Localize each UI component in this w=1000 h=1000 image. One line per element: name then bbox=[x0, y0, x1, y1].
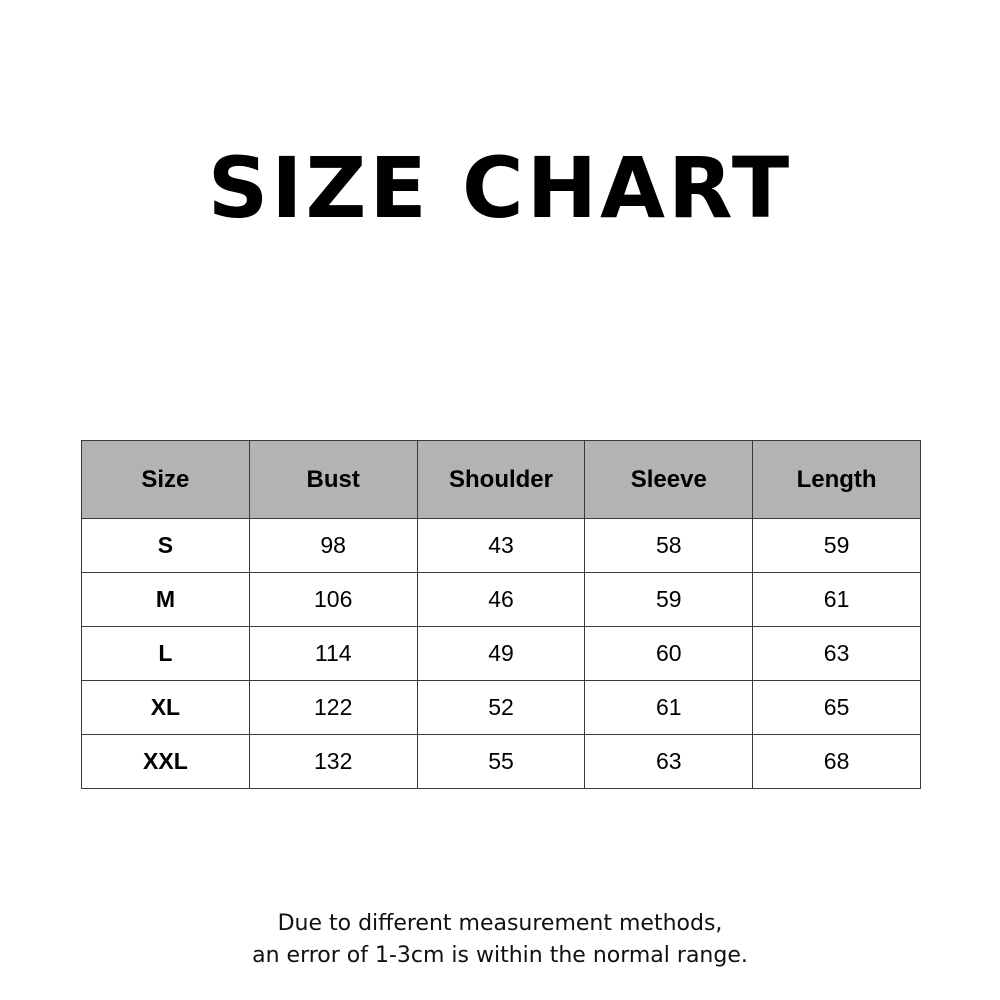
bust-cell: 114 bbox=[249, 627, 417, 681]
length-cell: 59 bbox=[753, 519, 921, 573]
bust-cell: 106 bbox=[249, 573, 417, 627]
sleeve-cell: 60 bbox=[585, 627, 753, 681]
column-header-size: Size bbox=[82, 441, 250, 519]
table-header-row bbox=[82, 441, 921, 519]
table-row bbox=[82, 519, 921, 573]
size-cell: XL bbox=[82, 681, 250, 735]
page-title: SIZE CHART bbox=[207, 139, 793, 237]
shoulder-cell: 52 bbox=[417, 681, 585, 735]
table-row bbox=[82, 681, 921, 735]
table-row bbox=[82, 735, 921, 789]
table-row bbox=[82, 627, 921, 681]
bust-cell: 122 bbox=[249, 681, 417, 735]
shoulder-cell: 55 bbox=[417, 735, 585, 789]
column-header-sleeve: Sleeve bbox=[585, 441, 753, 519]
note-line-1: Due to different measurement methods, bbox=[277, 911, 723, 936]
column-header-shoulder: Shoulder bbox=[417, 441, 585, 519]
size-cell: XXL bbox=[82, 735, 250, 789]
note-line-2: an error of 1-3cm is within the normal range. bbox=[252, 943, 748, 968]
size-cell: L bbox=[82, 627, 250, 681]
size-cell: S bbox=[82, 519, 250, 573]
sleeve-cell: 61 bbox=[585, 681, 753, 735]
shoulder-cell: 49 bbox=[417, 627, 585, 681]
column-header-length: Length bbox=[753, 441, 921, 519]
bust-cell: 98 bbox=[249, 519, 417, 573]
column-header-bust: Bust bbox=[249, 441, 417, 519]
shoulder-cell: 43 bbox=[417, 519, 585, 573]
size-chart-table bbox=[81, 440, 921, 789]
bust-cell: 132 bbox=[249, 735, 417, 789]
length-cell: 68 bbox=[753, 735, 921, 789]
sleeve-cell: 58 bbox=[585, 519, 753, 573]
size-cell: M bbox=[82, 573, 250, 627]
length-cell: 63 bbox=[753, 627, 921, 681]
measurement-note bbox=[0, 908, 1000, 972]
table-row bbox=[82, 573, 921, 627]
length-cell: 65 bbox=[753, 681, 921, 735]
shoulder-cell: 46 bbox=[417, 573, 585, 627]
length-cell: 61 bbox=[753, 573, 921, 627]
sleeve-cell: 63 bbox=[585, 735, 753, 789]
sleeve-cell: 59 bbox=[585, 573, 753, 627]
